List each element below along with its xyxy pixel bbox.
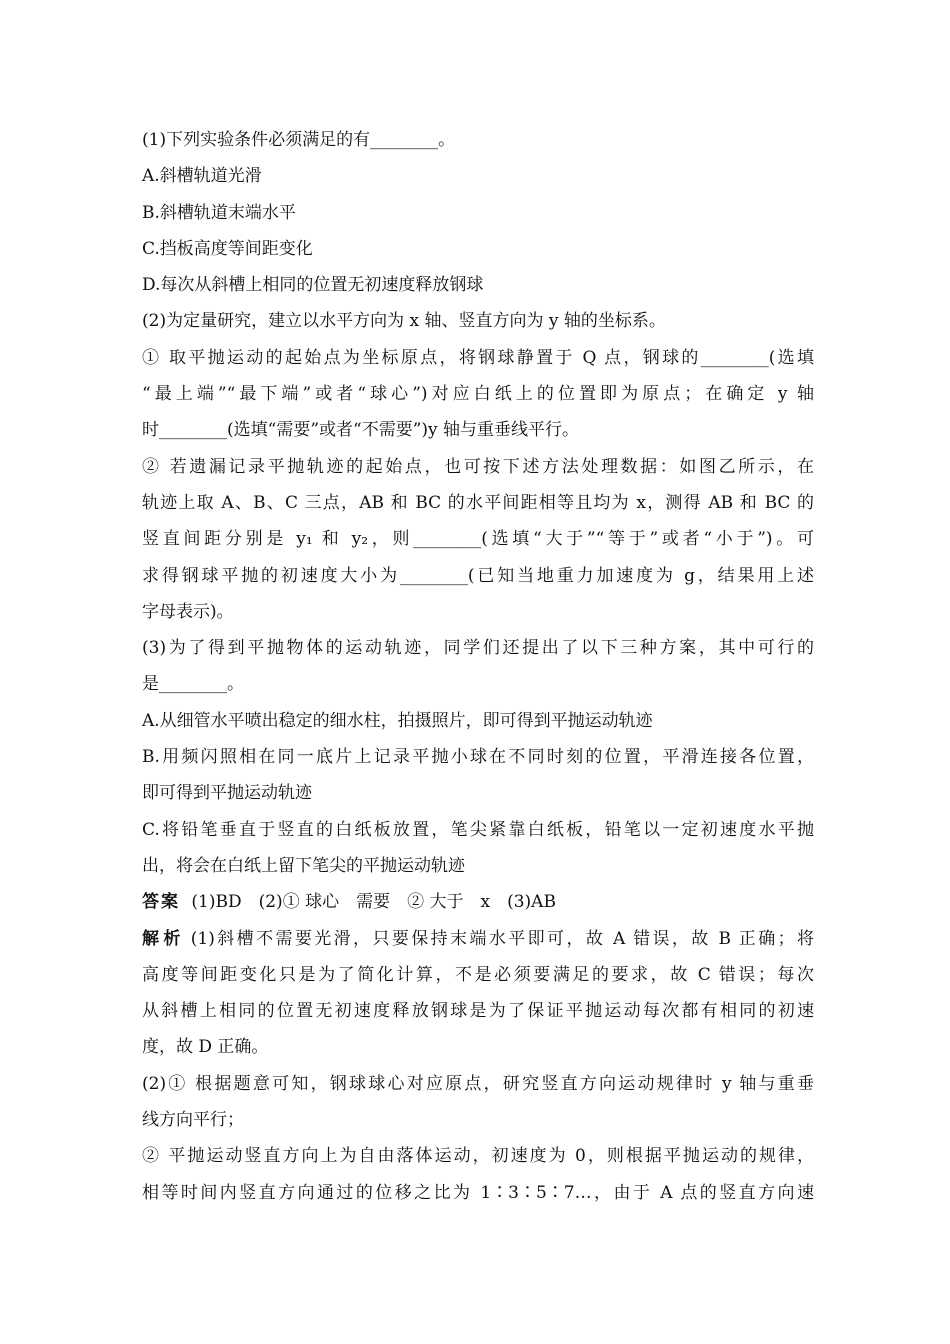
part1-option-a: A.斜槽轨道光滑 [142, 166, 262, 187]
part3-prompt-line: 是________。 [142, 674, 244, 695]
part2-item2-line: ② 若遗漏记录平抛轨迹的起始点，也可按下述方法处理数据：如图乙所示，在 [142, 456, 814, 477]
part3-option-line: B.用频闪照相在同一底片上记录平抛小球在不同时刻的位置，平滑连接各位置， [142, 747, 814, 768]
analysis-line: 线方向平行； [142, 1110, 244, 1131]
analysis-line: ② 平抛运动竖直方向上为自由落体运动，初速度为 0，则根据平抛运动的规律， [142, 1146, 814, 1167]
part2-item1-line: “最上端”“最下端”或者“球心”)对应白纸上的位置即为原点；在确定 y 轴 [142, 384, 814, 405]
part2-item2-line: 求得钢球平抛的初速度大小为________(已知当地重力加速度为 g，结果用上述 [142, 565, 814, 586]
part2-item2-line: 竖直间距分别是 y₁ 和 y₂，则________(选填“大于”“等于”或者“小于”)。可 [142, 529, 814, 550]
part3-option-line: 即可得到平抛运动轨迹 [142, 783, 312, 804]
answer-label: 答案 [142, 892, 180, 913]
part2-item1-line: 时________(选填“需要”或者“不需要”)y 轴与重垂线平行。 [142, 420, 580, 441]
answer-line [142, 884, 814, 920]
part3-option-line: 出，将会在白纸上留下笔尖的平抛运动轨迹 [142, 855, 465, 876]
analysis-line: 高度等间距变化只是为了简化计算，不是必须要满足的要求，故 C 错误；每次 [142, 964, 814, 985]
part1-prompt: (1)下列实验条件必须满足的有________。 [142, 130, 456, 150]
part1-option-c: C.挡板高度等间距变化 [142, 238, 313, 259]
part2-item2-line: 字母表示)。 [142, 601, 234, 622]
analysis-label: 解析 [142, 928, 185, 949]
analysis-first-line [142, 921, 814, 957]
part3-option-line: C.将铅笔垂直于竖直的白纸板放置，笔尖紧靠白纸板，铅笔以一定初速度水平抛 [142, 819, 814, 840]
analysis-line: (2)① 根据题意可知，钢球球心对应原点，研究竖直方向运动规律时 y 轴与重垂 [142, 1073, 814, 1094]
analysis-line: 度，故 D 正确。 [142, 1037, 269, 1058]
analysis-line: 从斜槽上相同的位置无初速度释放钢球是为了保证平抛运动每次都有相同的初速 [142, 1001, 814, 1022]
part1-option-b: B.斜槽轨道末端水平 [142, 202, 296, 223]
part3-prompt-line: (3)为了得到平抛物体的运动轨迹，同学们还提出了以下三种方案，其中可行的 [142, 638, 814, 659]
document-page [142, 122, 814, 1211]
analysis-first-text: (1)斜槽不需要光滑，只要保持末端水平即可，故 A 错误，故 B 正确；将 [190, 928, 814, 949]
part2-item2-line: 轨迹上取 A、B、C 三点，AB 和 BC 的水平间距相等且均为 x，测得 AB 和 BC 的 [142, 492, 814, 513]
analysis-line: 相等时间内竖直方向通过的位移之比为 1∶3∶5∶7…，由于 A 点的竖直方向速 [142, 1182, 814, 1203]
part1-option-d: D.每次从斜槽上相同的位置无初速度释放钢球 [142, 275, 484, 296]
answer-text: (1)BD (2)① 球心 需要 ② 大于 x (3)AB [191, 892, 556, 913]
part2-intro: (2)为定量研究，建立以水平方向为 x 轴、竖直方向为 y 轴的坐标系。 [142, 311, 666, 332]
part3-option-line: A.从细管水平喷出稳定的细水柱，拍摄照片，即可得到平抛运动轨迹 [142, 710, 653, 731]
part2-item1-line: ① 取平抛运动的起始点为坐标原点，将钢球静置于 Q 点，钢球的________(选填 [142, 347, 814, 368]
